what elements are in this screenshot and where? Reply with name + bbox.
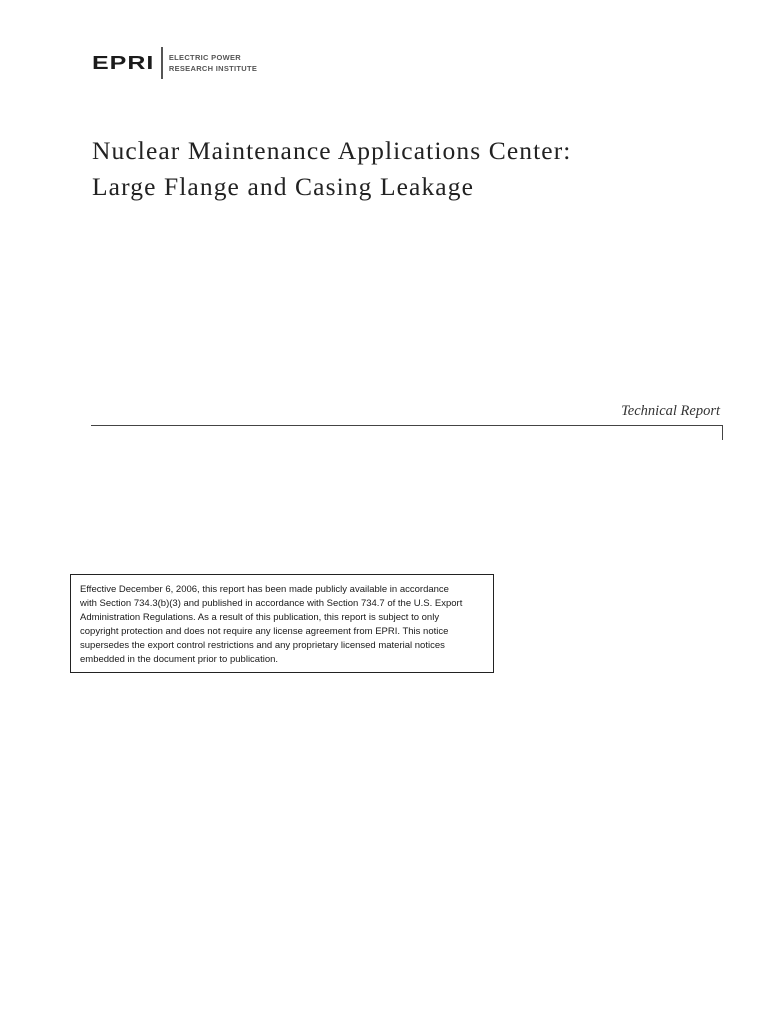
logo-name-line-2: RESEARCH INSTITUTE	[168, 64, 258, 73]
epri-logo-mark: EPRI	[92, 52, 155, 73]
notice-line: Effective December 6, 2006, this report has been made publicly available in accordance	[80, 584, 449, 595]
notice-line: supersedes the export control restrictions and any proprietary licensed material notices	[80, 640, 445, 652]
epri-logo	[92, 46, 257, 80]
report-title	[92, 133, 571, 205]
horizontal-rule	[91, 425, 723, 426]
logo-wordmark	[169, 52, 257, 74]
notice-line: with Section 734.3(b)(3) and published in accordance with Section 734.7 of the U.S. Export	[80, 598, 463, 610]
notice-line: embedded in the document prior to publication.	[80, 654, 279, 666]
rule-end-tick	[722, 425, 723, 440]
report-type-label: Technical Report	[621, 403, 720, 419]
notice-line: Administration Regulations. As a result of this publication, this report is subject to only	[80, 612, 440, 624]
export-control-notice	[70, 574, 494, 673]
report-title-line-1: Nuclear Maintenance Applications Center:	[92, 136, 572, 165]
notice-line: copyright protection and does not require any license agreement from EPRI. This notice	[80, 626, 449, 638]
logo-name-line-1: ELECTRIC POWER	[168, 53, 241, 62]
logo-divider	[161, 47, 163, 79]
report-title-line-2: Large Flange and Casing Leakage	[92, 172, 474, 201]
